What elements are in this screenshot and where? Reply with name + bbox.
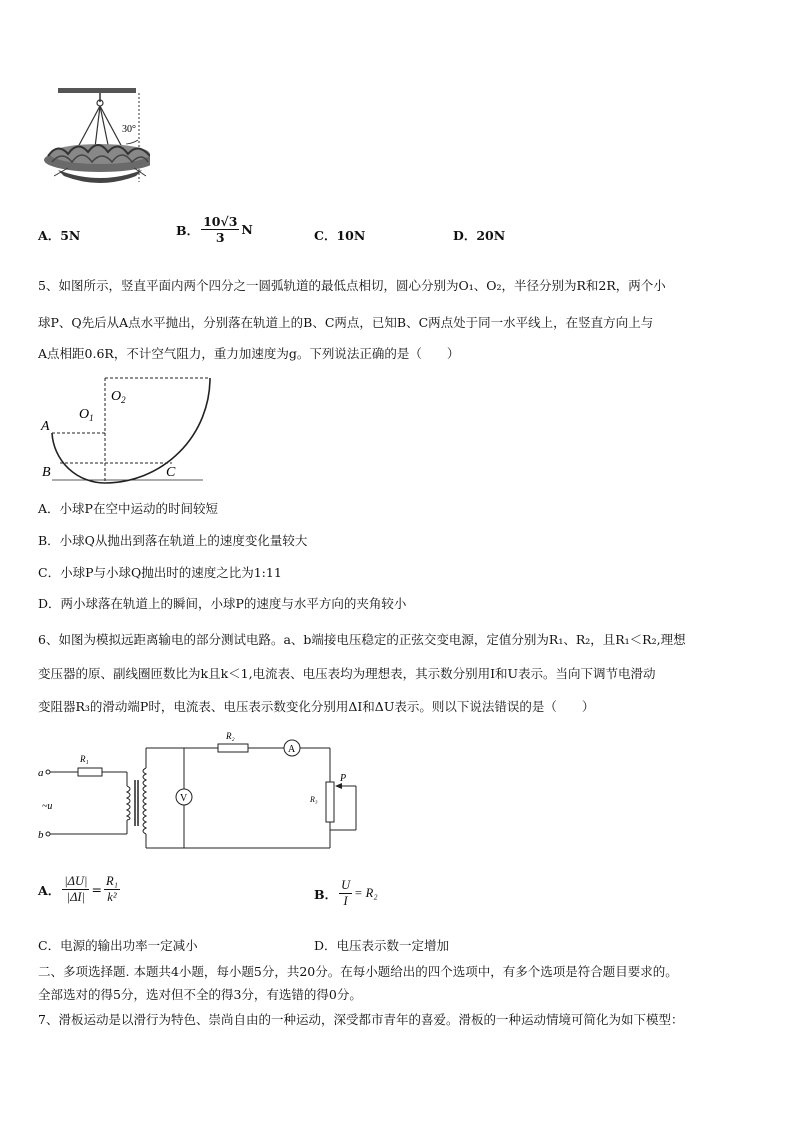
o2-label: O	[111, 389, 122, 404]
q4-option-d: D．20N	[453, 228, 506, 243]
section-2-heading-line-2: 全部选对的得5分，选对但不全的得3分，有选错的得0分。	[38, 987, 362, 1002]
q4-option-b	[176, 214, 253, 245]
o2-subscript: 2	[121, 395, 126, 405]
o1-subscript: 1	[89, 413, 94, 423]
slider-p-label: P	[340, 773, 347, 784]
q6-option-d: D．电压表示数一定增加	[314, 938, 450, 953]
q6-option-a-equals: =	[91, 882, 102, 897]
q5-stem-line-1: 5、如图所示，竖直平面内两个四分之一圆弧轨道的最低点相切，圆心分别为O₁、O₂，半径分别为R和2R，两个小	[38, 278, 666, 293]
q5-stem-line-2: 球P、Q先后从A点水平抛出，分别落在轨道上的B、C两点，已知B、C两点处于同一水平线上，在竖直方向上与	[38, 315, 654, 330]
circuit-diagram	[38, 728, 368, 854]
resistor-r1	[78, 768, 102, 776]
q6-option-a	[38, 874, 122, 905]
q5-option-d: D．两小球落在轨道上的瞬间，小球P的速度与水平方向的夹角较小	[38, 596, 407, 611]
point-a-label: A	[41, 419, 50, 434]
terminal-b-label: b	[38, 829, 44, 841]
q6-option-b-den: I	[343, 894, 348, 908]
arc-track-figure	[38, 372, 218, 484]
q5-option-a: A．小球P在空中运动的时间较短	[38, 501, 218, 516]
q4-option-a: A．5N	[38, 228, 81, 243]
rheostat-r3	[326, 782, 334, 822]
q6-option-a-right-fraction	[104, 874, 120, 905]
svg-text:O2	[111, 389, 126, 405]
resistor-r2	[218, 744, 248, 752]
section-2-heading-line-1: 二、多项选择题. 本题共4小题，每小题5分，共20分。在每小题给出的四个选项中，有多个选项是符合题目要求的。	[38, 964, 678, 979]
r1-label: R₁	[80, 754, 89, 764]
q6-stem-line-3: 变阻器R₃的滑动端P时，电流表、电压表示数变化分别用ΔI和ΔU表示。则以下说法错误的是（ ）	[38, 699, 595, 714]
voltmeter-label: V	[180, 793, 188, 804]
q6-option-c: C．电源的输出功率一定减小	[38, 938, 198, 953]
q5-stem-line-3: A点相距0.6R，不计空气阻力，重力加速度为g。下列说法正确的是（ ）	[38, 346, 460, 361]
q4-option-b-prefix: B．	[176, 222, 200, 238]
angle-label: 30°	[122, 124, 136, 135]
r2-label: R₂	[226, 731, 235, 741]
q6-stem-line-2: 变压器的原、副线圈匝数比为k且k＜1,电流表、电压表均为理想表，其示数分别用I和U表示。当向下调节电滑动	[38, 666, 656, 681]
q6-option-a-right-den: k²	[107, 890, 117, 904]
q6-option-b-fraction	[339, 878, 352, 909]
svg-text:O1	[79, 407, 94, 423]
q6-option-a-left-num: |ΔU|	[64, 874, 88, 888]
point-c-label: C	[166, 465, 176, 480]
terminal-a-label: a	[38, 767, 44, 779]
q4-option-b-unit: N	[241, 222, 253, 237]
q5-option-c: C．小球P与小球Q抛出时的速度之比为1:11	[38, 565, 282, 580]
source-label: ~u	[42, 801, 53, 812]
q7-stem-line-1: 7、滑板运动是以滑行为特色、崇尚自由的一种运动，深受都市青年的喜爱。滑板的一种运动情境可简化为如下模型：	[38, 1012, 684, 1027]
q6-option-a-left-den: |ΔI|	[66, 890, 86, 904]
q6-option-b-num: U	[341, 878, 351, 892]
q6-option-b-prefix: B．	[314, 886, 338, 902]
q6-option-b	[314, 878, 378, 909]
point-b-label: B	[42, 465, 51, 480]
o1-label: O	[79, 407, 90, 422]
q4-option-b-fraction	[201, 214, 239, 245]
q6-option-a-prefix: A．	[38, 882, 61, 898]
q6-stem-line-1: 6、如图为模拟远距离输电的部分测试电路。a、b端接电压稳定的正弦交变电源，定值分别为R₁、R₂，且R₁＜R₂,理想	[38, 632, 686, 647]
q6-option-b-rhs: = R₂	[354, 886, 378, 900]
r3-label: R₃	[310, 795, 318, 804]
q5-option-b: B．小球Q从抛出到落在轨道上的速度变化量较大	[38, 533, 308, 548]
ammeter-label: A	[288, 744, 296, 755]
q6-option-a-left-fraction	[62, 874, 89, 905]
q4-option-b-denominator: 3	[215, 230, 225, 245]
hanging-basket-figure	[38, 82, 150, 192]
q4-option-c: C．10N	[314, 228, 366, 243]
q6-option-a-right-num: R₁	[105, 874, 118, 888]
q4-option-b-numerator: 10√3	[203, 214, 238, 229]
